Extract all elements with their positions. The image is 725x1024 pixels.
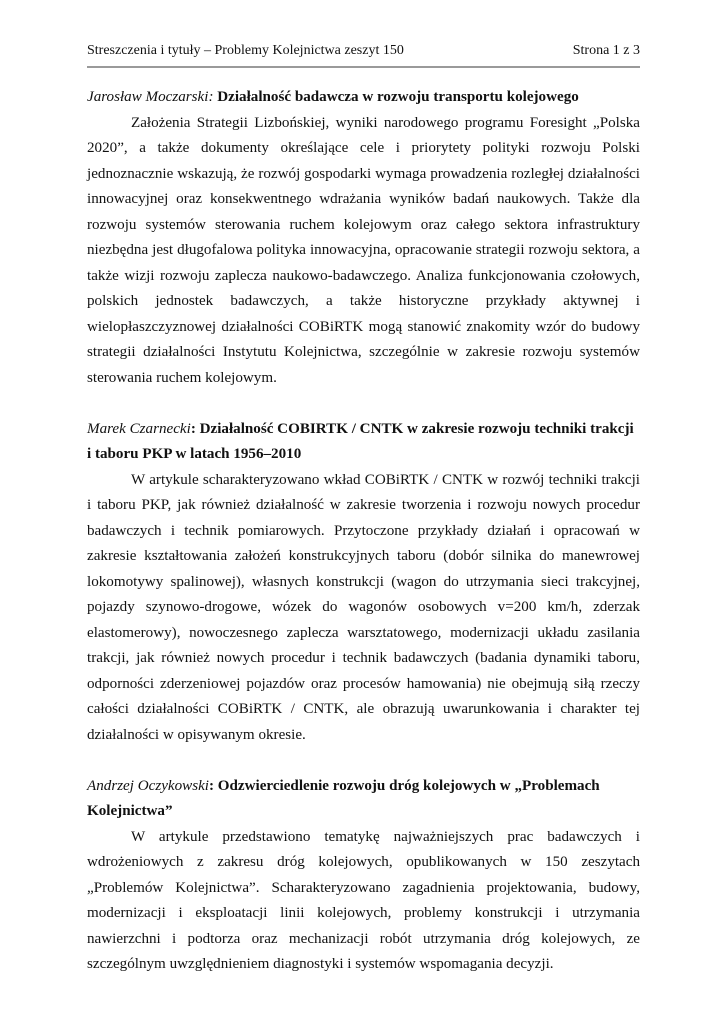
- article-author: Jarosław Moczarski:: [87, 89, 214, 105]
- article-author: Marek Czarnecki: [87, 420, 191, 437]
- article-entry: [87, 417, 640, 749]
- article-abstract: Założenia Strategii Lizbońskiej, wyniki narodowego programu Foresight „Polska 2020”, a także dokumenty określające cele i priorytety polityki rozwoju Polski jednoznacznie wskazują, że rozwój gospodarki wymaga prowadzenia rozległej działalności innowacyjnej oraz konsekwentnego wdrażania wyników badań naukowych. Także dla rozwoju systemów sterowania ruchem kolejowym oraz całego sektora infrastruktury niezbędna jest długofalowa polityka innowacyjna, opracowanie strategii rozwoju sektora, a także wizji rozwoju zaplecza naukowo-badawczego. Analiza funkcjonowania czołowych, polskich jednostek badawczych, a także historyczne przykłady aktywnej i wielopłaszczyznowej działalności COBiRTK mogą stanowić znakomity wzór do budowy strategii działalności Instytutu Kolejnictwa, szczególnie w zakresie rozwoju systemów sterowania ruchem kolejowym.: [87, 114, 640, 386]
- article-title: : Odzwierciedlenie rozwoju dróg kolejowych w „Problemach Kolejnictwa”: [87, 777, 600, 819]
- article-heading: [87, 85, 640, 111]
- header-divider: [87, 66, 640, 68]
- article-entry: [87, 774, 640, 978]
- article-title: : Działalność COBIRTK / CNTK w zakresie rozwoju techniki trakcji i taboru PKP w latach 1956–2010: [87, 420, 634, 462]
- abstracts-list: [87, 85, 640, 1003]
- article-entry: [87, 85, 640, 391]
- article-heading: [87, 774, 640, 825]
- article-author: Andrzej Oczykowski: [87, 777, 209, 794]
- article-abstract: W artykule scharakteryzowano wkład COBiRTK / CNTK w rozwój techniki trakcji i taboru PKP, jak również działalność w zakresie tworzenia i rozwoju nowych procedur badawczych i technik pomiarowych. Przytoczone przykłady działań i opracowań w zakresie kształtowania założeń konstrukcyjnych taboru (dobór silnika do manewrowej lokomotywy spalinowej), własnych konstrukcji (wagon do utrzymania sieci trakcyjnej, pojazdy szynowo-drogowe, wózek do wagonów osobowych v=200 km/h, zderzak elastomerowy), nowoczesnego zaplecza warsztatowego, modernizacji układu zasilania trakcji, jak również nowych procedur i technik badawczych (badania dynamiki taboru, odporności zderzeniowej pojazdów oraz procesów hamowania) nie obejmują siłą rzeczy całości działalności COBiRTK / CNTK, ale obrazują uwarunkowania i charakter tej działalności w opisywanym okresie.: [87, 471, 640, 743]
- document-title: Streszczenia i tytuły – Problemy Kolejnictwa zeszyt 150: [87, 43, 404, 58]
- page-number: Strona 1 z 3: [572, 43, 640, 58]
- article-abstract: W artykule przedstawiono tematykę najważniejszych prac badawczych i wdrożeniowych z zakresu dróg kolejowych, opublikowanych w 150 zeszytach „Problemów Kolejnictwa”. Scharakteryzowano zagadnienia projektowania, budowy, modernizacji i eksploatacji linii kolejowych, problemy konstrukcji i utrzymania nawierzchni i podtorza oraz mechanizacji robót utrzymania dróg kolejowych, ze szczególnym uwzględnieniem diagnostyki i systemów wspomagania decyzji.: [87, 828, 640, 972]
- article-heading: [87, 417, 640, 468]
- page-header: [87, 41, 640, 61]
- article-title: Działalność badawcza w rozwoju transportu kolejowego: [217, 89, 579, 105]
